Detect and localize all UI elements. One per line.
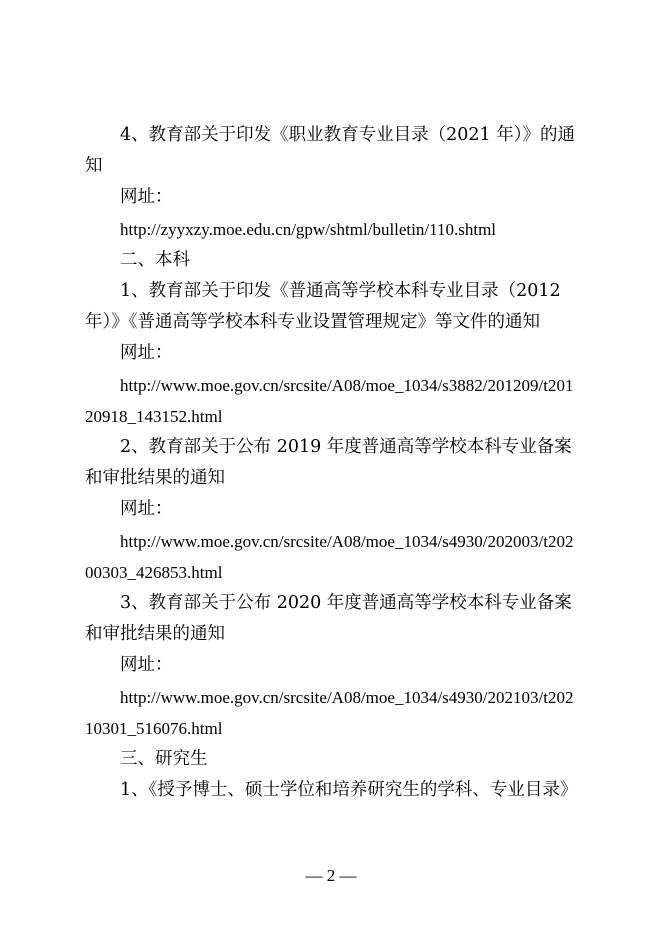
section-heading-undergraduate: 二、本科 bbox=[120, 249, 190, 270]
section-heading-graduate: 三、研究生 bbox=[120, 749, 208, 770]
url-link[interactable]: http://www.moe.gov.cn/srcsite/A08/moe_1034/s3882/201209/t20120918_143152.html bbox=[85, 375, 574, 426]
item-undergraduate-catalog: 1、教育部关于印发《普通高等学校本科专业目录（2012 年）》《普通高等学校本科专业设置管理规定》等文件的通知 bbox=[85, 281, 561, 333]
url-link[interactable]: http://www.moe.gov.cn/srcsite/A08/moe_1034/s4930/202003/t20200303_426853.html bbox=[85, 531, 574, 582]
url-label: 网址： bbox=[120, 343, 173, 364]
url-label: 网址： bbox=[120, 499, 173, 520]
url-link[interactable]: http://www.moe.gov.cn/srcsite/A08/moe_1034/s4930/202103/t20210301_516076.html bbox=[85, 687, 574, 738]
item-vocational-catalog: 4、教育部关于印发《职业教育专业目录（2021 年）》的通知 bbox=[85, 125, 575, 177]
url-label: 网址： bbox=[120, 655, 173, 676]
item-graduate-catalog: 1、《授予博士、硕士学位和培养研究生的学科、专业目录》 bbox=[120, 780, 578, 801]
url-label: 网址： bbox=[120, 187, 173, 208]
document-body bbox=[85, 120, 580, 806]
item-2020-filing: 3、教育部关于公布 2020 年度普通高等学校本科专业备案和审批结果的通知 bbox=[85, 593, 572, 645]
page-number: — 2 — bbox=[305, 866, 357, 885]
url-link[interactable]: http://zyyxzy.moe.edu.cn/gpw/shtml/bulletin/110.shtml bbox=[120, 219, 497, 239]
item-2019-filing: 2、教育部关于公布 2019 年度普通高等学校本科专业备案和审批结果的通知 bbox=[85, 437, 572, 489]
